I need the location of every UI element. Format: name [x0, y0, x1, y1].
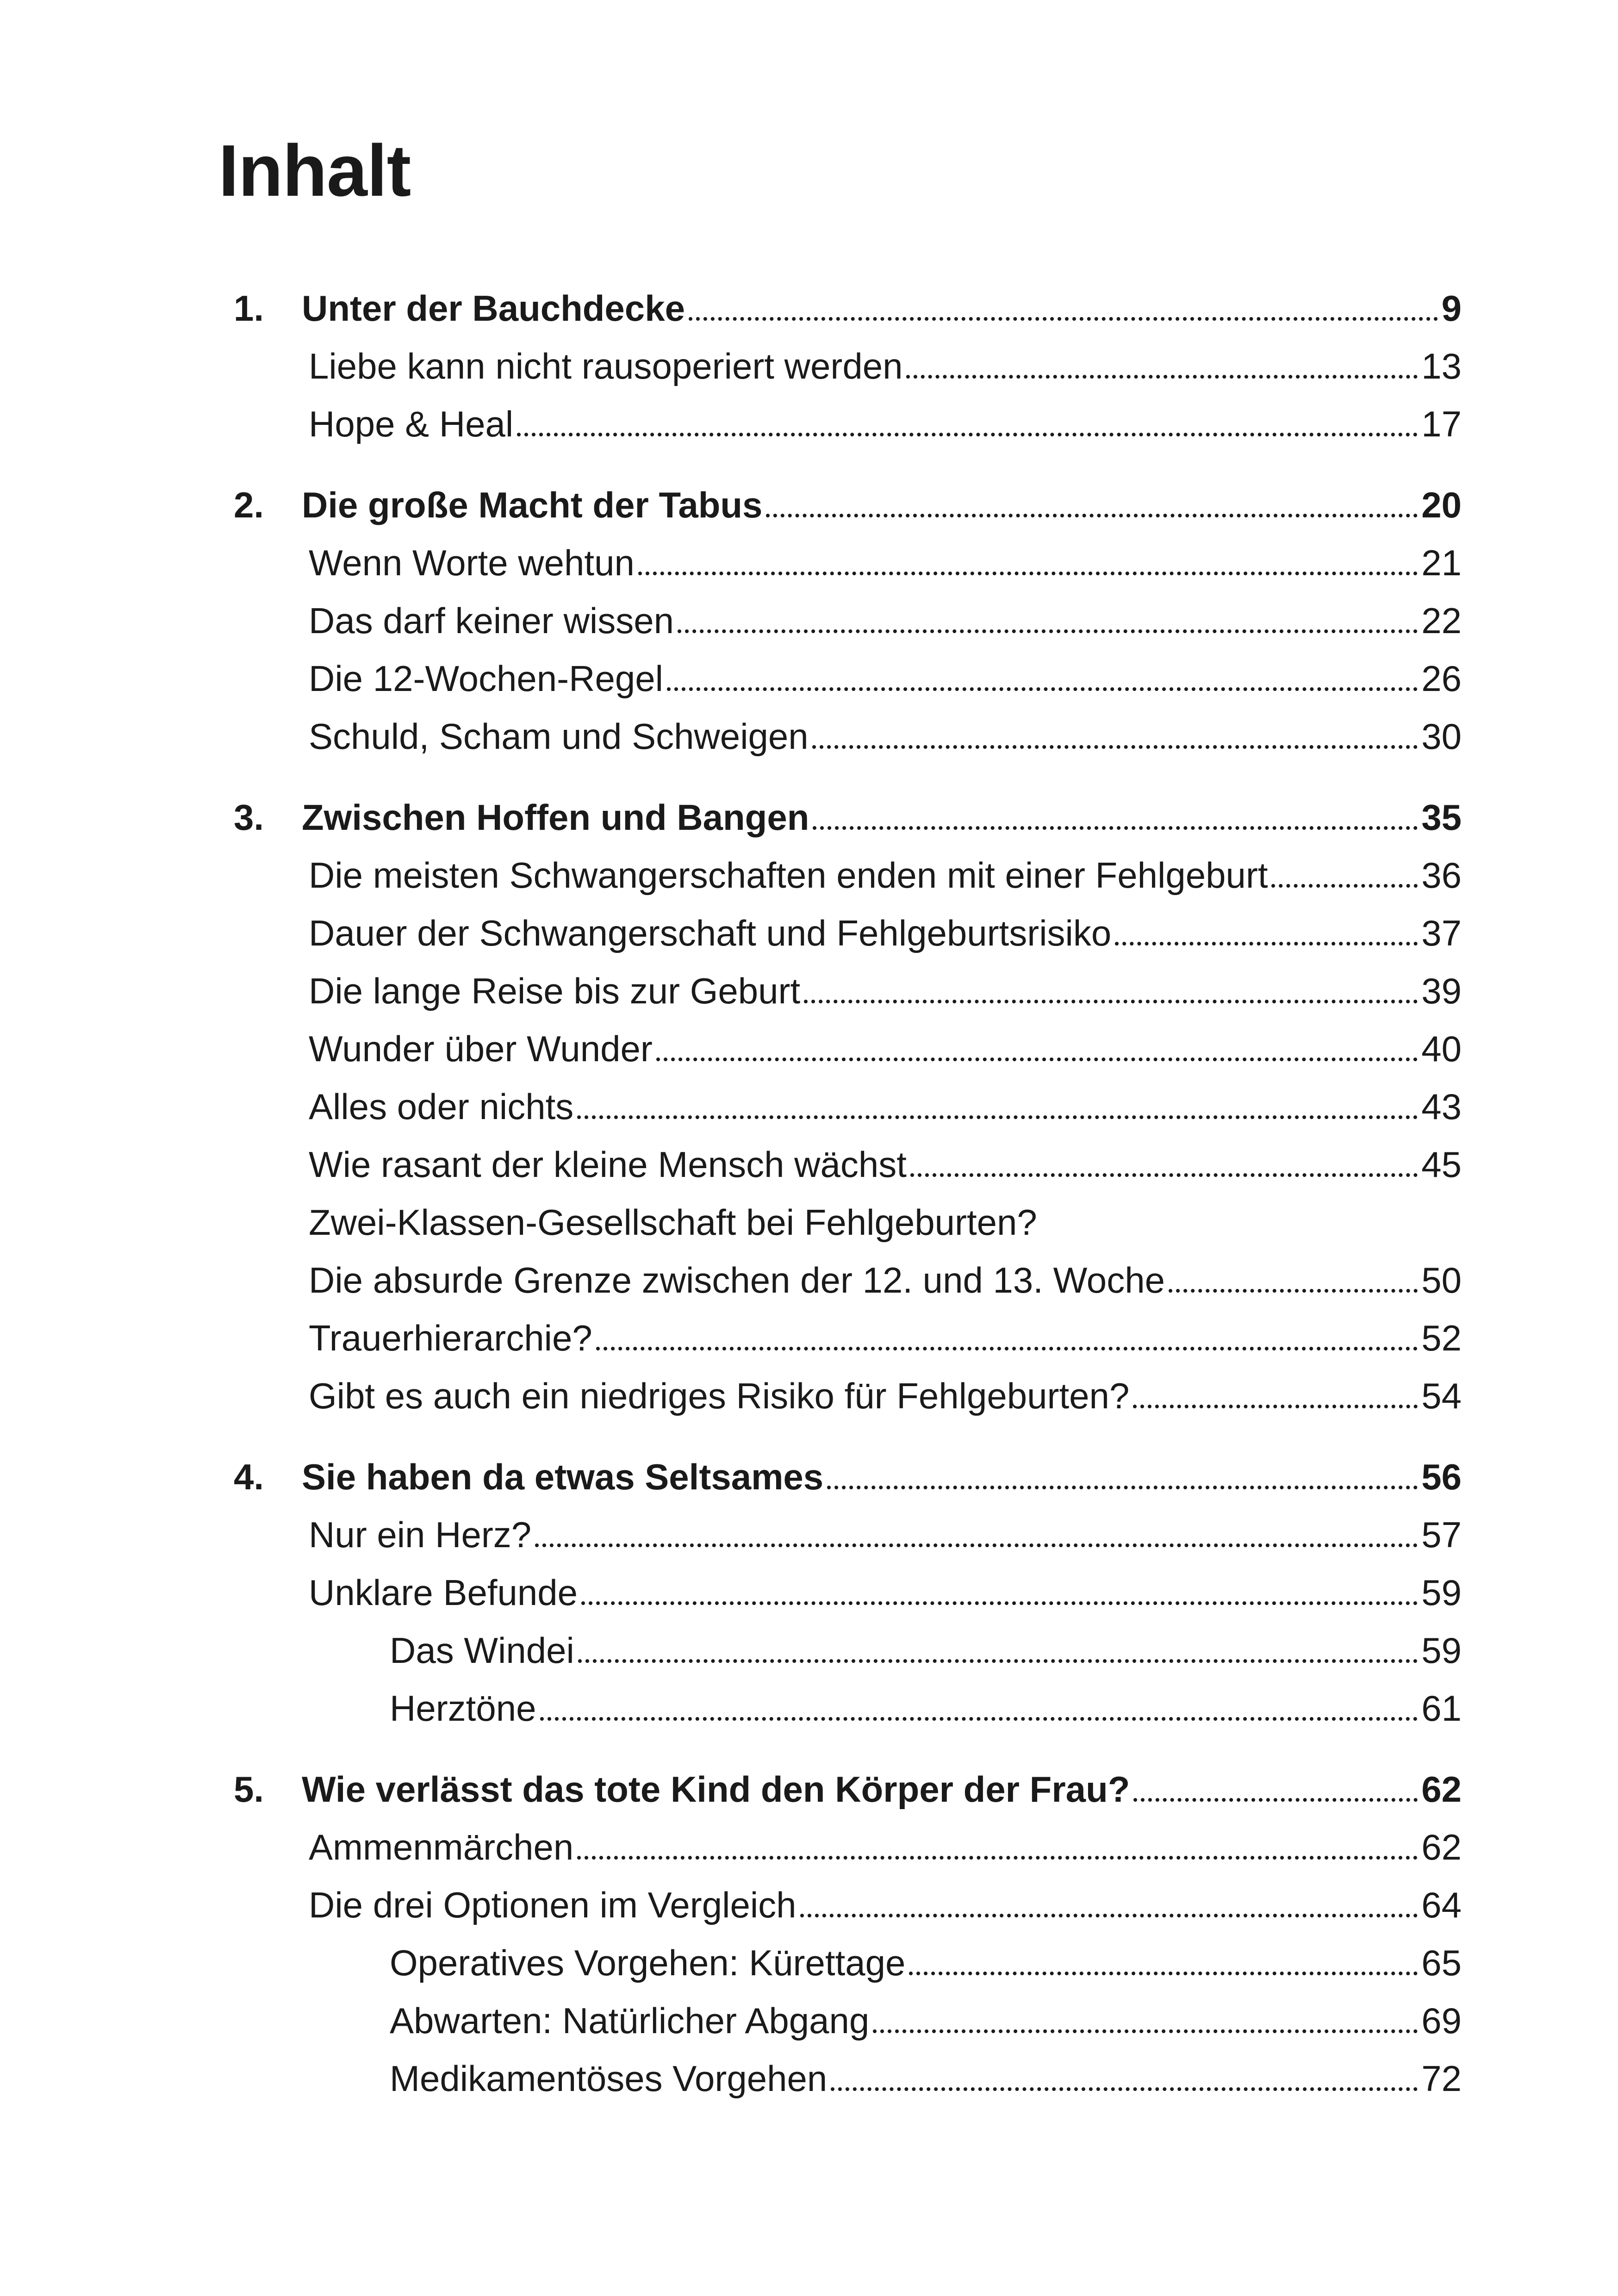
page-number: 69 [1421, 2000, 1462, 2041]
toc-section-row[interactable] [0, 842, 1618, 896]
page-number: 62 [1421, 1827, 1462, 1867]
dot-leader [689, 317, 1438, 321]
toc-entry [309, 1829, 1462, 1865]
page-number: 36 [1421, 855, 1462, 896]
toc-section-row[interactable] [0, 2046, 1618, 2097]
page-number: 50 [1421, 1260, 1462, 1300]
dot-leader [873, 2029, 1418, 2033]
toc-section-row[interactable] [0, 646, 1618, 697]
toc-entry [309, 973, 1462, 1009]
toc-chapter-row[interactable] [0, 1756, 1618, 1810]
toc-chapter-row[interactable] [0, 1444, 1618, 1495]
page-number: 21 [1421, 542, 1462, 583]
toc-section-row[interactable] [0, 1930, 1618, 1981]
toc-entry [390, 1688, 1462, 1729]
toc-section-row[interactable] [0, 1814, 1618, 1865]
toc-section-row[interactable] [0, 1988, 1618, 2039]
toc-entry [309, 716, 1462, 757]
page-number: 43 [1421, 1086, 1462, 1127]
dot-leader [678, 629, 1418, 633]
toc-section-row[interactable] [0, 1132, 1618, 1185]
toc-entry [309, 1320, 1462, 1356]
entry-title: Nur ein Herz? [309, 1514, 532, 1555]
entry-title: Schuld, Scham und Schweigen [309, 716, 809, 757]
toc-chapter-row[interactable] [0, 275, 1618, 329]
page-number: 37 [1421, 913, 1462, 953]
chapter-number: 5. [234, 1769, 264, 1810]
toc-section-row[interactable] [0, 1502, 1618, 1553]
entry-title: Abwarten: Natürlicher Abgang [390, 2000, 870, 2041]
entry-title: Die 12-Wochen-Regel [309, 658, 663, 699]
entry-title: Ammenmärchen [309, 1827, 574, 1867]
toc-section-row[interactable] [0, 1074, 1618, 1125]
page-number: 45 [1421, 1144, 1462, 1185]
dot-leader [804, 1000, 1418, 1003]
page-number: 54 [1421, 1375, 1462, 1416]
chapter-number: 2. [234, 485, 264, 525]
entry-title: Dauer der Schwangerschaft und Fehlgeburtsrisiko [309, 913, 1112, 953]
toc-section-row[interactable] [0, 530, 1618, 581]
page-number: 52 [1421, 1318, 1462, 1358]
toc-entry [309, 600, 1462, 641]
dot-leader [1271, 884, 1418, 888]
dot-leader [1115, 942, 1418, 946]
toc-entry [309, 406, 1462, 442]
entry-title: Die meisten Schwangerschaften enden mit einer Fehlgeburt [309, 855, 1268, 896]
toc-entry [309, 1144, 1462, 1185]
toc-section-row[interactable] [0, 1189, 1618, 1243]
page-number: 57 [1421, 1514, 1462, 1555]
entry-title: Medikamentöses Vorgehen [390, 2058, 828, 2099]
entry-title: Gibt es auch ein niedriges Risiko für Fehlgeburten? [309, 1375, 1130, 1416]
toc-entry [309, 542, 1462, 583]
chapter-number: 1. [234, 288, 264, 329]
dot-leader [906, 375, 1418, 379]
dot-leader [910, 1173, 1418, 1177]
dot-leader [1133, 1405, 1418, 1408]
dot-leader [800, 1914, 1418, 1917]
toc-entry [309, 855, 1462, 896]
page-number: 39 [1421, 971, 1462, 1011]
page-number: 20 [1421, 485, 1462, 525]
toc-entry [309, 660, 1462, 697]
toc-entry [390, 2060, 1462, 2097]
entry-title: Wunder über Wunder [309, 1028, 653, 1069]
toc-entry [309, 1262, 1462, 1298]
toc-entry [309, 915, 1462, 951]
dot-leader [1169, 1289, 1418, 1293]
toc-section-row[interactable] [0, 900, 1618, 951]
toc-entry [302, 487, 1462, 523]
dot-leader [766, 514, 1418, 517]
dot-leader [831, 2087, 1418, 2091]
toc-entry [309, 1514, 1462, 1555]
entry-title: Operatives Vorgehen: Kürettage [390, 1942, 906, 1983]
page-number: 61 [1421, 1688, 1462, 1729]
toc-entry [309, 1202, 1462, 1243]
toc-entry [390, 2000, 1462, 2041]
toc-section-row[interactable] [0, 1618, 1618, 1671]
dot-leader [540, 1717, 1418, 1721]
toc-entry [309, 1375, 1462, 1416]
toc-section-row[interactable] [0, 588, 1618, 639]
dot-leader [1133, 1798, 1418, 1802]
dot-leader [909, 1972, 1418, 1975]
toc-entry [302, 797, 1462, 838]
page-number: 26 [1421, 658, 1462, 699]
page-number: 35 [1421, 797, 1462, 838]
toc-section-row[interactable] [0, 958, 1618, 1009]
dot-leader [667, 687, 1418, 691]
page-number: 59 [1421, 1572, 1462, 1613]
chapter-number: 4. [234, 1456, 264, 1497]
toc-chapter-row[interactable] [0, 784, 1618, 838]
toc-section-row[interactable] [0, 1247, 1618, 1298]
entry-title: Wenn Worte wehtun [309, 542, 635, 583]
page-number: 72 [1421, 2058, 1462, 2099]
page-number: 13 [1421, 346, 1462, 386]
entry-title: Wie verlässt das tote Kind den Körper der Frau? [302, 1769, 1130, 1810]
toc-section-row[interactable] [0, 1363, 1618, 1414]
entry-title: Hope & Heal [309, 404, 514, 444]
toc-entry [302, 1769, 1462, 1810]
dot-leader [578, 1659, 1418, 1663]
toc-entry [390, 1942, 1462, 1983]
entry-title: Alles oder nichts [309, 1086, 574, 1127]
entry-title: Die drei Optionen im Vergleich [309, 1885, 797, 1925]
toc-section-row[interactable] [0, 333, 1618, 384]
toc-entry [390, 1630, 1462, 1671]
dot-leader [535, 1543, 1418, 1547]
entry-title: Die absurde Grenze zwischen der 12. und 13. Woche [309, 1260, 1165, 1300]
page-number: 62 [1421, 1769, 1462, 1810]
dot-leader [596, 1347, 1418, 1350]
page-number: 64 [1421, 1885, 1462, 1925]
dot-leader [656, 1058, 1418, 1061]
chapter-number: 3. [234, 797, 264, 838]
page-number: 30 [1421, 716, 1462, 757]
toc-entry [309, 1574, 1462, 1611]
entry-title: Wie rasant der kleine Mensch wächst [309, 1144, 907, 1185]
dot-leader [581, 1601, 1418, 1605]
toc-entry [309, 1028, 1462, 1069]
page-number: 40 [1421, 1028, 1462, 1069]
dot-leader [577, 1856, 1418, 1860]
toc-section-row[interactable] [0, 1016, 1618, 1067]
toc-section-row[interactable] [0, 1872, 1618, 1923]
entry-title: Das darf keiner wissen [309, 600, 674, 641]
dot-leader [827, 1486, 1418, 1489]
entry-title: Zwischen Hoffen und Bangen [302, 797, 809, 838]
page-title: Inhalt [218, 130, 411, 212]
entry-title: Herztöne [390, 1688, 536, 1729]
toc-section-row[interactable] [0, 1560, 1618, 1611]
dot-leader [813, 826, 1418, 830]
dot-leader [517, 433, 1418, 436]
entry-title: Die lange Reise bis zur Geburt [309, 971, 801, 1011]
entry-title: Sie haben da etwas Seltsames [302, 1456, 824, 1497]
entry-title: Unklare Befunde [309, 1572, 578, 1613]
toc-entry [302, 1456, 1462, 1497]
entry-title: Das Windei [390, 1630, 574, 1671]
toc-entry [309, 348, 1462, 384]
toc-section-row[interactable] [0, 1305, 1618, 1356]
entry-title: Liebe kann nicht rausoperiert werden [309, 346, 903, 386]
page-number: 22 [1421, 600, 1462, 641]
entry-title: Die große Macht der Tabus [302, 485, 763, 525]
toc-section-row[interactable] [0, 1675, 1618, 1729]
entry-title: Zwei-Klassen-Gesellschaft bei Fehlgeburten? [309, 1202, 1037, 1243]
dot-leader [638, 572, 1418, 575]
page-number: 59 [1421, 1630, 1462, 1671]
page-number: 9 [1441, 288, 1462, 329]
entry-title: Trauerhierarchie? [309, 1318, 592, 1358]
page-number: 56 [1421, 1456, 1462, 1497]
toc-section-row[interactable] [0, 391, 1618, 442]
dot-leader [577, 1115, 1418, 1119]
entry-title: Unter der Bauchdecke [302, 288, 685, 329]
toc-entry [309, 1887, 1462, 1923]
toc-chapter-row[interactable] [0, 472, 1618, 523]
page-number: 17 [1421, 404, 1462, 444]
dot-leader [812, 745, 1418, 749]
toc-section-row[interactable] [0, 703, 1618, 757]
page-number: 65 [1421, 1942, 1462, 1983]
toc-entry [309, 1086, 1462, 1127]
toc-entry [302, 288, 1462, 329]
